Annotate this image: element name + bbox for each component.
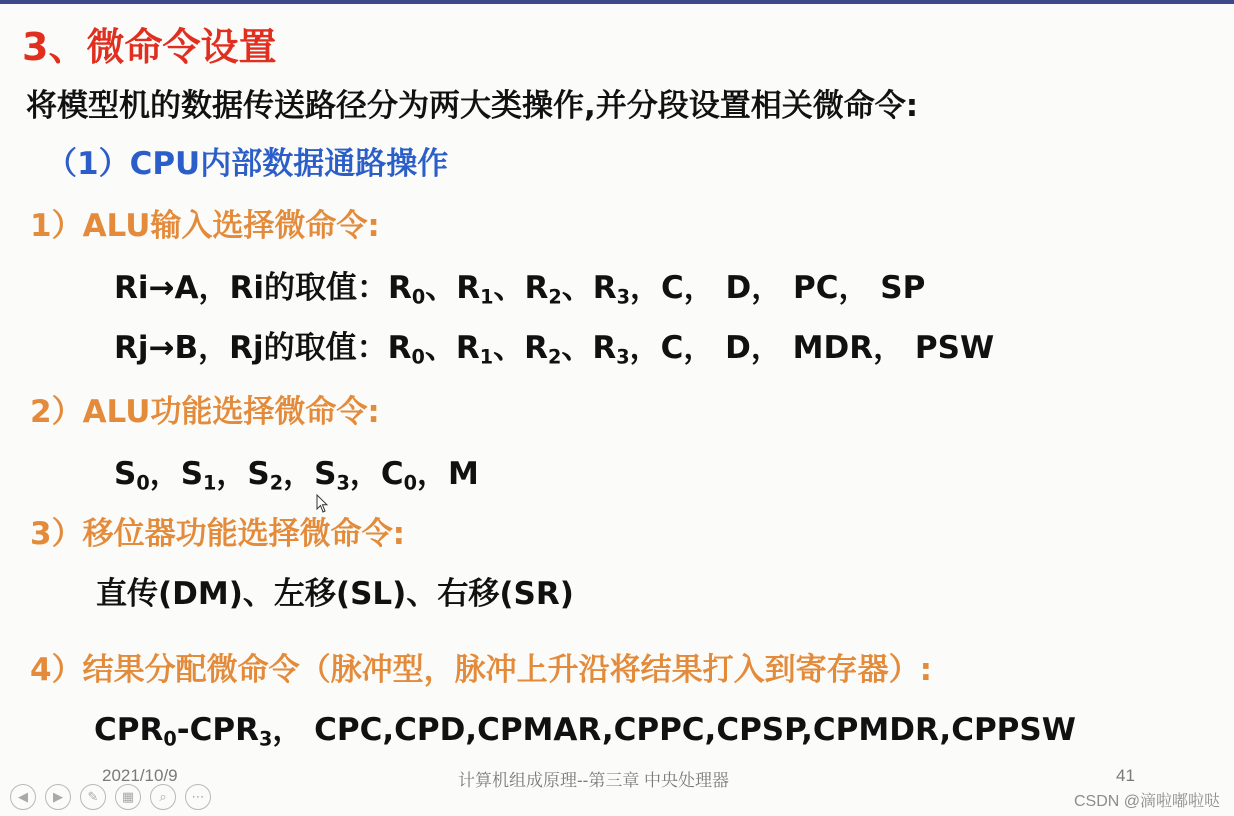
previous-icon[interactable]: ◀ [10, 784, 36, 810]
result-distribution-signals: $CPR_0-CPR_3$， CPC,CPD,CPMAR,CPPC,CPSP,CPMDR,CPPSW [94, 712, 1076, 751]
intro-text: 将模型机的数据传送路径分为两大类操作,并分段设置相关微命令: [26, 88, 919, 124]
presentation-toolbar [10, 784, 211, 810]
shifter-signals: 直传(DM)、左移(SL)、右移(SR) [96, 576, 574, 612]
signal-cpr0: $CPR_0$ [94, 712, 177, 751]
slides-icon[interactable]: ▦ [115, 784, 141, 810]
reg-r0: $R_0$ [387, 270, 426, 309]
next-icon[interactable]: ▶ [45, 784, 71, 810]
pen-icon[interactable]: ✎ [80, 784, 106, 810]
signal-list: ， CPC,CPD,CPMAR,CPPC,CPSP,CPMDR,CPPSW [272, 712, 1076, 748]
signal-cpr3: $CPR_3$ [189, 712, 273, 751]
signal-s3: $S_3$ [314, 456, 350, 495]
footer-date: 2021/10/9 [102, 766, 178, 785]
more-icon[interactable]: ⋯ [185, 784, 211, 810]
signal-m: M [447, 456, 479, 492]
reg-r0: $R_0$ [387, 330, 425, 369]
signal-c0: $C_0$ [380, 456, 417, 495]
slide-top-border [0, 0, 1234, 4]
reg-r1: $R_1$ [455, 330, 494, 369]
reg-r3: $R_3$ [592, 270, 630, 309]
ri-tail: C， D， PC， SP [660, 270, 926, 306]
reg-r2: $R_2$ [524, 270, 562, 309]
ri-label: Ri→A，Ri的取值： [114, 270, 388, 306]
csdn-watermark: CSDN @滴啦嘟啦哒 [1073, 793, 1220, 810]
signal-s2: $S_2$ [247, 456, 284, 495]
reg-r2: $R_2$ [524, 330, 562, 369]
reg-r3: $R_3$ [592, 330, 630, 369]
item2-heading: 2）ALU功能选择微命令: [30, 394, 380, 430]
zoom-icon[interactable]: ⌕ [150, 784, 176, 810]
ri-values-line: Ri→A，Ri的取值：$R_0$、$R_1$、$R_2$、$R_3$，C， D， PC， SP [114, 270, 926, 309]
signal-s1: $S_1$ [180, 456, 217, 495]
rj-label: Rj→B，Rj的取值： [114, 330, 388, 366]
rj-tail: C， D， MDR， PSW [660, 330, 995, 366]
footer-page-number: 41 [1116, 766, 1135, 785]
footer-course: 计算机组成原理--第三章 中央处理器 [458, 771, 730, 790]
signal-s0: $S_0$ [114, 456, 150, 495]
item4-heading: 4）结果分配微命令（脉冲型，脉冲上升沿将结果打入到寄存器）: [30, 652, 932, 688]
slide-title: 3、微命令设置 [22, 25, 277, 69]
item1-heading: 1）ALU输入选择微命令: [30, 208, 380, 244]
mouse-cursor-icon [316, 494, 328, 514]
item3-heading: 3）移位器功能选择微命令: [30, 516, 405, 552]
section-heading: （1）CPU内部数据通路操作 [46, 146, 449, 182]
reg-r1: $R_1$ [456, 270, 494, 309]
rj-values-line: Rj→B，Rj的取值：$R_0$、$R_1$、$R_2$、$R_3$，C， D， MDR， PSW [114, 330, 995, 369]
alu-function-signals: $S_0$，$S_1$，$S_2$，$S_3$，$C_0$，M [114, 456, 479, 495]
